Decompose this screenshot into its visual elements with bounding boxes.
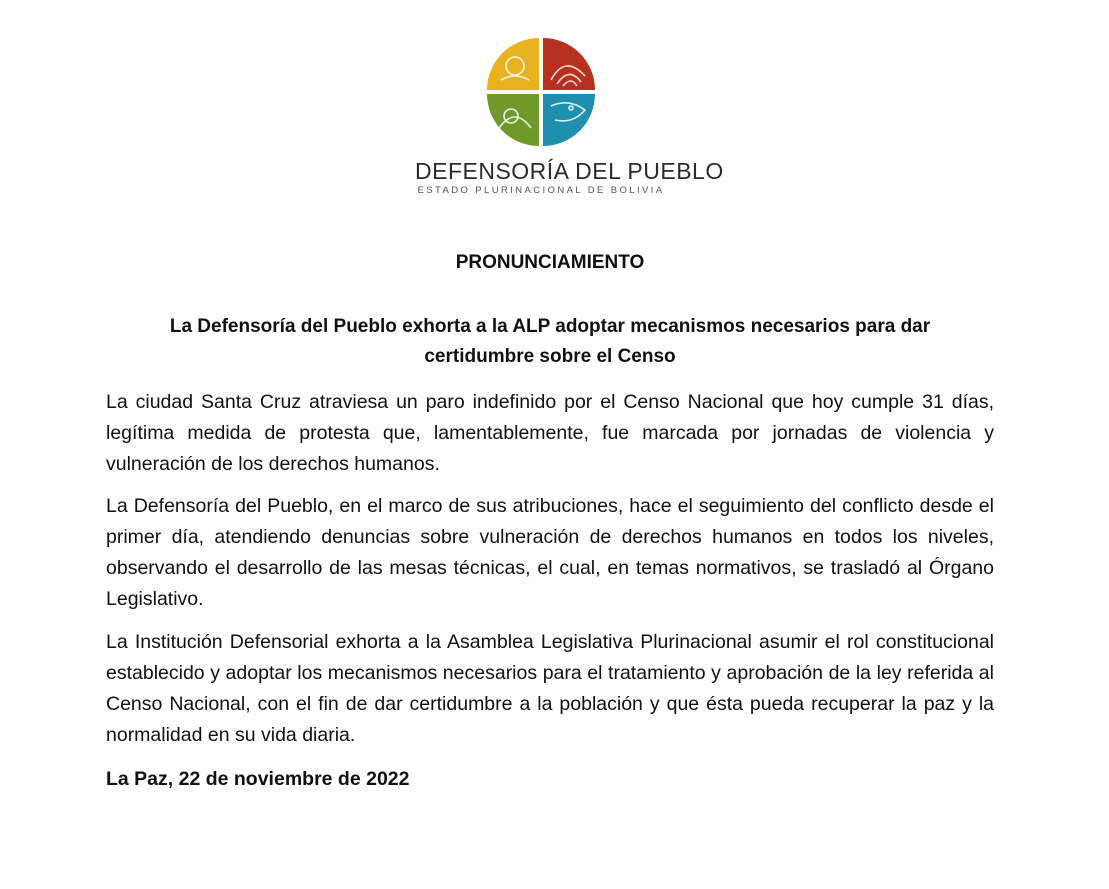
paragraph-2: La Defensoría del Pueblo, en el marco de sus atribuciones, hace el seguimiento del conflicto desde el primer día, atendiendo denuncias sobre vulneración de derechos humanos en todos los niveles, observando el desarrollo de las mesas técnicas, el cual, en temas normativos, se trasladó al Órgano Legislativo. — [106, 495, 994, 610]
logo-quadrant-bottom-left — [487, 94, 539, 146]
logo-quadrant-top-right — [543, 38, 595, 90]
logo-name: DEFENSORÍA DEL PUEBLO — [415, 158, 724, 184]
paragraph-3: La Institución Defensorial exhorta a la Asamblea Legislativa Plurinacional asumir el rol constitucional establecido y adoptar los mecanismos necesarios para el tratamiento y aprobación de la ley referida al Censo Nacional, con el fin de dar certidumbre a la población y que ésta pueda recuperar la paz y la normalidad en su vida diaria. — [106, 631, 994, 746]
paragraph-1: La ciudad Santa Cruz atraviesa un paro indefinido por el Censo Nacional que hoy cumple 31 días, legítima medida de protesta que, lamentablemente, fue marcada por jornadas de violencia y vulneración de los derechos humanos. — [106, 391, 994, 475]
document-headline: La Defensoría del Pueblo exhorta a la ALP adoptar mecanismos necesarios para dar certidumbre sobre el Censo — [169, 316, 931, 367]
institution-logo — [415, 30, 724, 205]
logo-emblem-icon — [485, 36, 597, 148]
logo-subtitle: ESTADO PLURINACIONAL DE BOLIVIA — [417, 185, 665, 196]
document-type-heading: PRONUNCIAMIENTO — [455, 252, 645, 273]
logo-quadrant-top-left — [487, 38, 539, 90]
place-and-date: La Paz, 22 de noviembre de 2022 — [106, 768, 410, 790]
